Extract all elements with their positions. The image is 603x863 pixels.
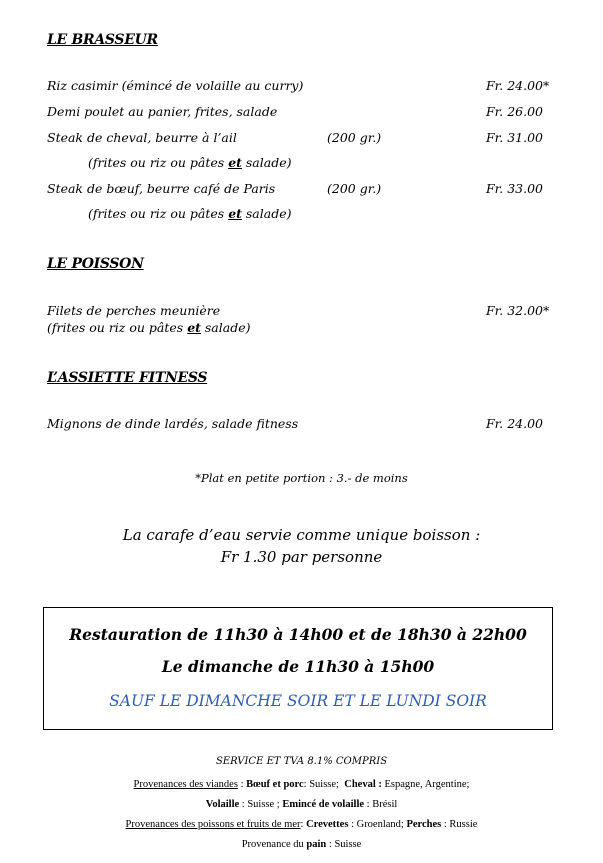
provenance-volaille-line: Volaille : Suisse ; Emincé de volaille : Brésil [205,799,398,810]
menu-item-name: Steak de cheval, beurre à l’ail [47,130,237,145]
provenance-poissons-line: Provenances des poissons et fruits de mer: Crevettes : Groenland; Perches : Russie [125,819,478,830]
menu-item-sides: (frites ou riz ou pâtes et salade) [88,155,292,170]
menu-item-price: Fr. 24.00* [486,78,550,93]
menu-item-weight: (200 gr.) [327,130,382,145]
menu-item-name: Riz casimir (émincé de volaille au curry) [47,78,304,93]
menu-item-price: Fr. 32.00* [486,303,550,318]
opening-hours-box [43,607,553,730]
small-portion-note: *Plat en petite portion : 3.- de moins [195,471,408,485]
menu-item-price: Fr. 31.00 [486,130,544,145]
menu-item-price: Fr. 26.00 [486,104,544,119]
opening-hours-weekday: Restauration de 11h30 à 14h00 et de 18h30 à 22h00 [69,625,527,644]
menu-item-name: Steak de bœuf, beurre café de Paris [47,181,276,196]
section-title-fitness: L’ASSIETTE FITNESS [47,370,208,386]
menu-item-name: Mignons de dinde lardés, salade fitness [47,416,299,431]
menu-item-sides: (frites ou riz ou pâtes et salade) [88,206,292,221]
menu-item-sides: (frites ou riz ou pâtes et salade) [47,320,251,335]
menu-item-weight: (200 gr.) [327,181,382,196]
menu-item-price: Fr. 24.00 [486,416,544,431]
section-title-brasseur: LE BRASSEUR [47,32,158,48]
closed-notice: SAUF LE DIMANCHE SOIR ET LE LUNDI SOIR [109,692,487,710]
menu-item-name: Filets de perches meunière [47,303,221,318]
menu-item-name: Demi poulet au panier, frites, salade [47,104,278,119]
carafe-line-1: La carafe d’eau servie comme unique boisson : [122,526,481,544]
provenance-viandes-line: Provenances des viandes : Bœuf et porc: Suisse; Cheval : Espagne, Argentine; [133,779,470,790]
service-tva-note: SERVICE ET TVA 8.1% COMPRIS [215,756,388,767]
provenance-pain-line: Provenance du pain : Suisse [241,839,362,850]
opening-hours-sunday: Le dimanche de 11h30 à 15h00 [161,657,435,676]
section-title-poisson: LE POISSON [47,256,144,272]
carafe-line-2: Fr 1.30 par personne [220,548,383,566]
menu-item-price: Fr. 33.00 [486,181,544,196]
